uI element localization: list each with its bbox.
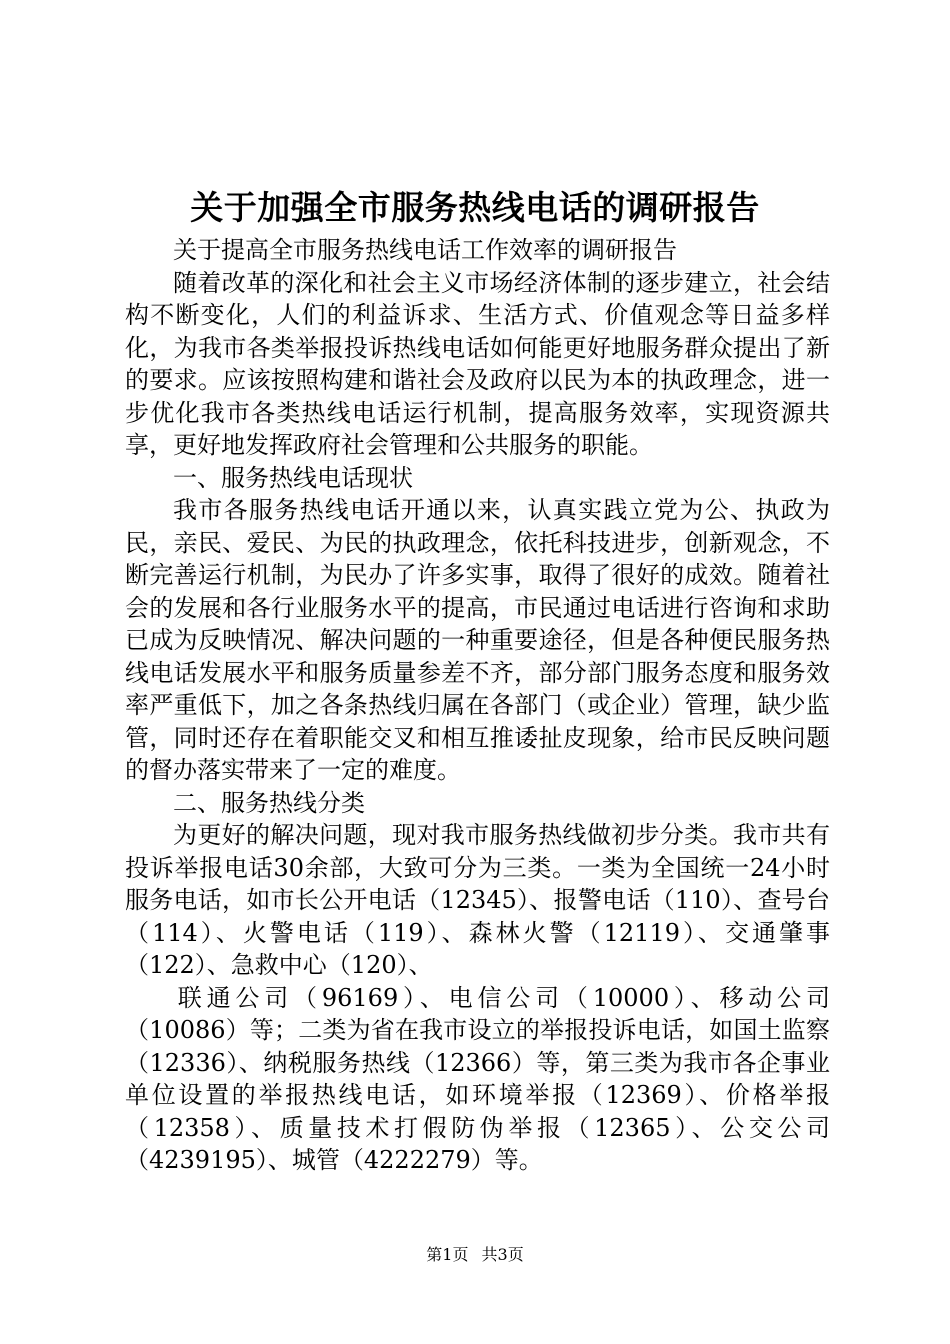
current-status-paragraph: 我市各服务热线电话开通以来，认真实践立党为公、执政为民，亲民、爱民、为民的执政理念，依托科技进步，创新观念，不断完善运行机制，为民办了许多实事，取得了很好的成效。随着社会的发展和各行业服务水平的提高，市民通过电话进行咨询和求助已成为反映情况、解决问题的一种重要途径，但是各种便民服务热线电话发展水平和服务质量参差不齐，部分部门服务态度和服务效率严重低下，加之各条热线归属在各部门（或企业）管理，缺少监管，同时还存在着职能交叉和相互推诿扯皮现象，给市民反映问题的督办落实带来了一定的难度。 (125, 496, 830, 784)
classification-continued-paragraph: 联通公司（96169）、电信公司（10000）、移动公司（10086）等；二类为省在我市设立的举报投诉电话，如国土监察（12336）、纳税服务热线（12366）等，第三类为我市各企事业单位设置的举报热线电话，如环境举报（12369）、价格举报（12358）、质量技术打假防伪举报（12365）、公交公司（4239195）、城管（4222279）等。 (125, 983, 830, 1174)
document-body (125, 234, 830, 1177)
intro-paragraph: 随着改革的深化和社会主义市场经济体制的逐步建立，社会结构不断变化，人们的利益诉求、生活方式、价值观念等日益多样化，为我市各类举报投诉热线电话如何能更好地服务群众提出了新的要求。应该按照构建和谐社会及政府以民为本的执政理念，进一步优化我市各类热线电话运行机制，提高服务效率，实现资源共享，更好地发挥政府社会管理和公共服务的职能。 (125, 268, 830, 459)
classification-paragraph: 为更好的解决问题，现对我市服务热线做初步分类。我市共有投诉举报电话30余部，大致可分为三类。一类为全国统一24小时服务电话，如市长公开电话（12345）、报警电话（110）、查号台（114）、火警电话（119）、森林火警（12119）、交通肇事（122）、急救中心（120）、 (125, 821, 830, 979)
document-title: 关于加强全市服务热线电话的调研报告 (190, 188, 760, 227)
section-heading-classification: 二、服务热线分类 (173, 788, 365, 817)
page-number: 第1页 (426, 1245, 469, 1264)
section-heading-current-status: 一、服务热线电话现状 (173, 463, 413, 492)
page-total: 共3页 (481, 1245, 524, 1264)
subtitle-paragraph: 关于提高全市服务热线电话工作效率的调研报告 (173, 236, 677, 264)
page-footer (0, 1244, 950, 1266)
